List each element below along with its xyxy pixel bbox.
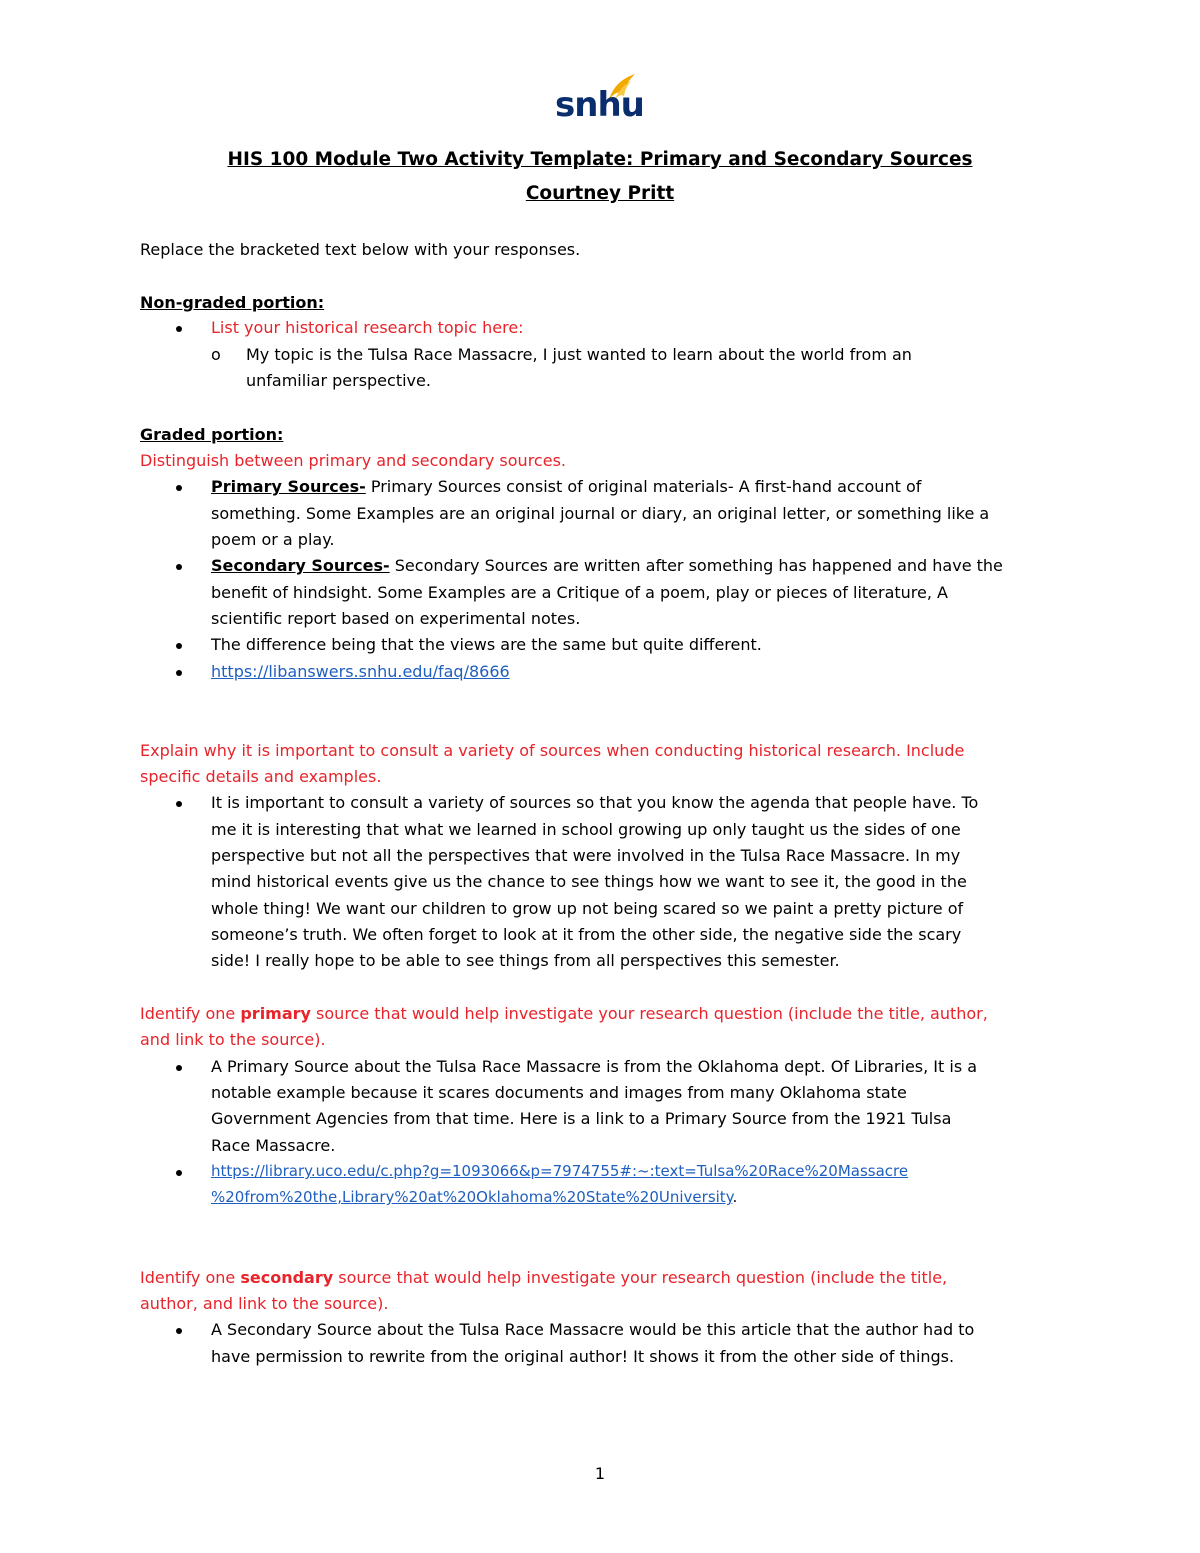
explain-answer-line: It is important to consult a variety of sources so that you know the agenda that people have. To bbox=[211, 793, 979, 812]
explain-answer-line: mind historical events give us the chance to see things how we want to see it, the good in the bbox=[211, 872, 967, 891]
question-text: Identify one bbox=[140, 1004, 241, 1023]
primary-sources-label: Primary Sources- bbox=[211, 477, 366, 496]
uco-library-link[interactable]: https://library.uco.edu/c.php?g=1093066&p=7974755#:~:text=Tulsa%20Race%20Massacre bbox=[211, 1162, 909, 1180]
question-text: source that would help investigate your research question (include the title, author, bbox=[310, 1004, 988, 1023]
primary-answer-line: A Primary Source about the Tulsa Race Massacre is from the Oklahoma dept. Of Libraries, It is a bbox=[211, 1057, 978, 1076]
explain-answer-line: perspective but not all the perspectives that were involved in the Tulsa Race Massacre. In my bbox=[211, 846, 961, 865]
question-explain: specific details and examples. bbox=[140, 767, 382, 786]
question-distinguish: Distinguish between primary and secondary sources. bbox=[140, 451, 566, 470]
secondary-sources-line: benefit of hindsight. Some Examples are a Critique of a poem, play or pieces of literature, A bbox=[211, 583, 948, 602]
bullet-icon bbox=[176, 1170, 182, 1176]
topic-answer-line: My topic is the Tulsa Race Massacre, I just wanted to learn about the world from an bbox=[246, 345, 912, 364]
libanswers-link[interactable]: https://libanswers.snhu.edu/faq/8666 bbox=[211, 662, 510, 681]
uco-library-link[interactable]: %20from%20the,Library%20at%20Oklahoma%20State%20University bbox=[211, 1188, 733, 1206]
explain-answer-line: side! I really hope to be able to see things from all perspectives this semester. bbox=[211, 951, 840, 970]
snhu-logo bbox=[553, 72, 643, 134]
question-text: Identify one bbox=[140, 1268, 241, 1287]
difference-text: The difference being that the views are the same but quite different. bbox=[211, 635, 762, 654]
question-text: source that would help investigate your research question (include the title, bbox=[333, 1268, 948, 1287]
secondary-answer-line: have permission to rewrite from the original author! It shows it from the other side of things. bbox=[211, 1347, 955, 1366]
primary-answer-line: Race Massacre. bbox=[211, 1136, 336, 1155]
primary-sources-line bbox=[211, 479, 921, 495]
explain-answer-line: someone’s truth. We often forget to look at it from the other side, the negative side the scary bbox=[211, 925, 962, 944]
author-name: Courtney Pritt bbox=[525, 183, 675, 204]
bullet-icon bbox=[176, 1065, 182, 1071]
logo-wordmark: snhu bbox=[555, 85, 644, 125]
primary-sources-text: Primary Sources consist of original materials- A first-hand account of bbox=[365, 477, 922, 496]
secondary-sources-line: scientific report based on experimental notes. bbox=[211, 609, 581, 628]
primary-sources-line: poem or a play. bbox=[211, 530, 335, 549]
bullet-icon bbox=[176, 643, 182, 649]
topic-prompt: List your historical research topic here: bbox=[211, 318, 524, 337]
graded-heading: Graded portion: bbox=[140, 425, 284, 444]
secondary-answer-line: A Secondary Source about the Tulsa Race Massacre would be this article that the author had to bbox=[211, 1320, 975, 1339]
link-period: . bbox=[732, 1188, 738, 1206]
question-emphasis: primary bbox=[240, 1004, 311, 1023]
question-explain: Explain why it is important to consult a variety of sources when conducting historical research. Include bbox=[140, 741, 965, 760]
page-number: 1 bbox=[594, 1464, 606, 1483]
bullet-icon bbox=[176, 1328, 182, 1334]
bullet-icon bbox=[176, 485, 182, 491]
bullet-icon bbox=[176, 564, 182, 570]
circle-bullet-icon: o bbox=[211, 345, 221, 364]
primary-answer-line: notable example because it scares documents and images from many Oklahoma state bbox=[211, 1083, 907, 1102]
bullet-icon bbox=[176, 801, 182, 807]
secondary-sources-text: Secondary Sources are written after something has happened and have the bbox=[389, 556, 1003, 575]
bullet-icon bbox=[176, 326, 182, 332]
non-graded-heading: Non-graded portion: bbox=[140, 293, 325, 312]
secondary-sources-label: Secondary Sources- bbox=[211, 556, 390, 575]
question-primary-source: and link to the source). bbox=[140, 1030, 326, 1049]
topic-answer-line: unfamiliar perspective. bbox=[246, 371, 431, 390]
secondary-sources-line bbox=[211, 558, 1003, 574]
primary-sources-line: something. Some Examples are an original journal or diary, an original letter, or something like a bbox=[211, 504, 990, 523]
question-emphasis: secondary bbox=[240, 1268, 334, 1287]
bullet-icon bbox=[176, 670, 182, 676]
uco-library-link-line bbox=[211, 1190, 737, 1205]
question-primary-source bbox=[140, 1006, 988, 1022]
document-title: HIS 100 Module Two Activity Template: Primary and Secondary Sources bbox=[227, 149, 973, 170]
explain-answer-line: whole thing! We want our children to grow up not being scared so we paint a pretty picture of bbox=[211, 899, 964, 918]
question-secondary-source bbox=[140, 1270, 947, 1286]
question-secondary-source: author, and link to the source). bbox=[140, 1294, 389, 1313]
primary-answer-line: Government Agencies from that time. Here is a link to a Primary Source from the 1921 Tulsa bbox=[211, 1109, 952, 1128]
explain-answer-line: me it is interesting that what we learned in school growing up only taught us the sides of one bbox=[211, 820, 961, 839]
instruction-text: Replace the bracketed text below with your responses. bbox=[140, 240, 581, 259]
